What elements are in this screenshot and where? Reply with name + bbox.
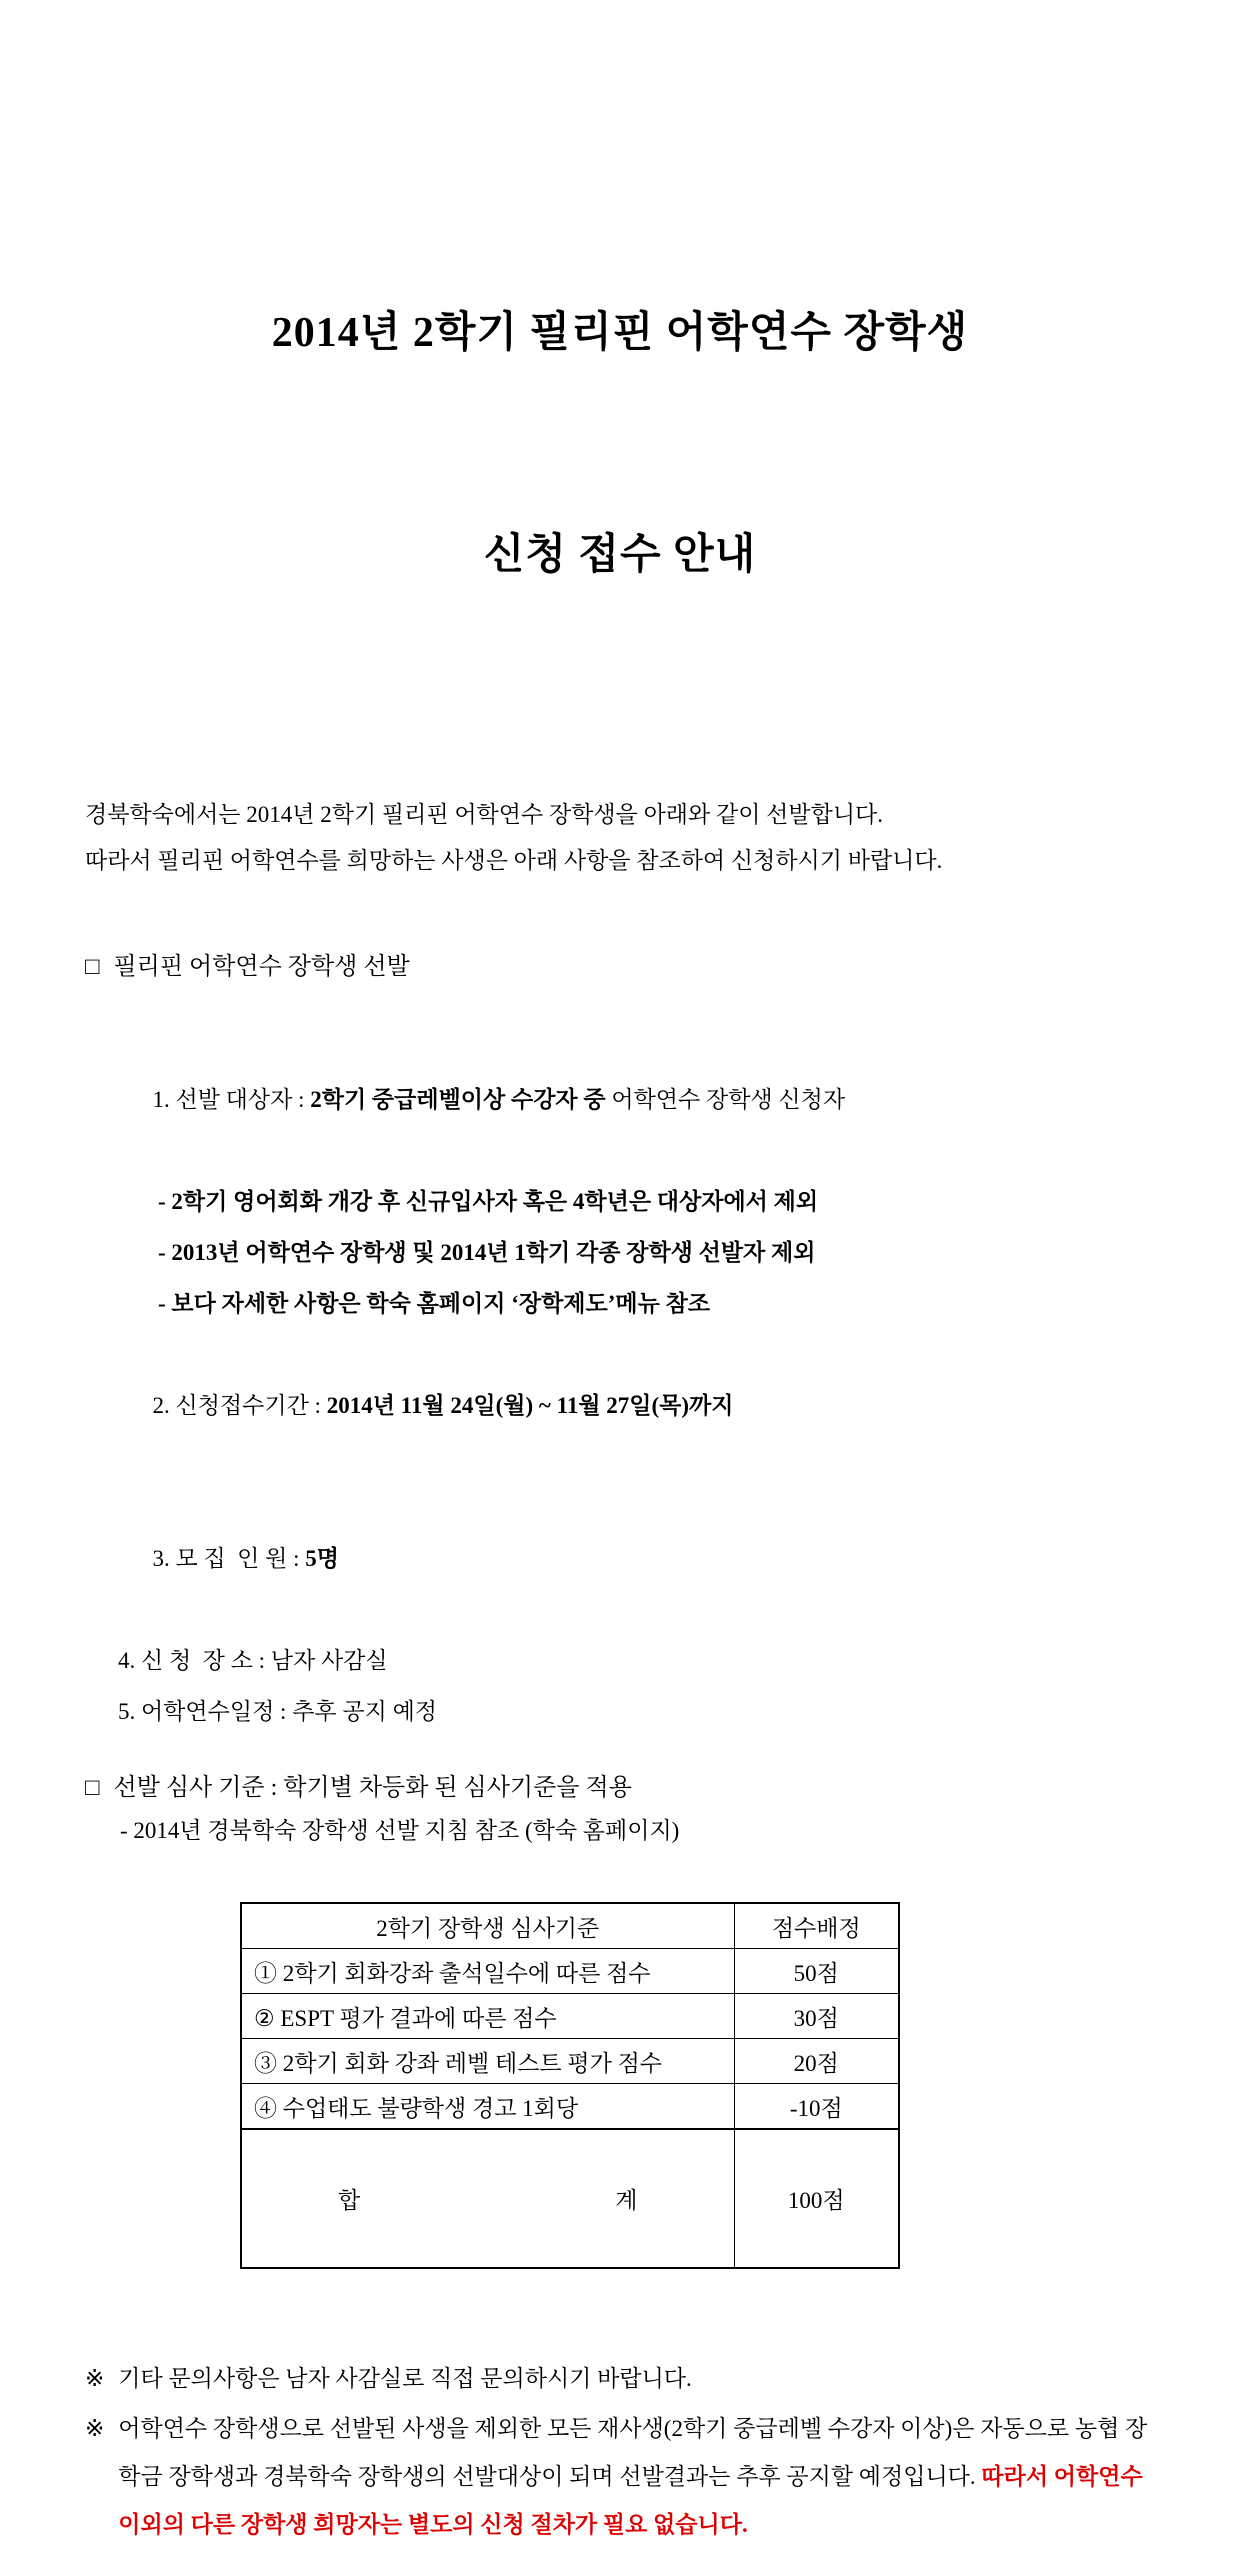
total-label-cell [241,2129,734,2268]
footnote-2-text [118,2405,1155,2549]
criteria-cell: ③ 2학기 회화 강좌 레벨 테스트 평가 점수 [241,2039,734,2084]
total-label-right: 계 [615,2188,638,2213]
item1-prefix: 1. 선발 대상자 : [152,1087,311,1112]
footnote-1-text: 기타 문의사항은 남자 사감실로 직접 문의하시기 바랍니다. [118,2366,692,2391]
item2-prefix: 2. 신청접수기간 : [152,1393,327,1418]
item1-bold-text: 2학기 중급레벨이상 수강자 중 [310,1087,606,1112]
table-row [241,2084,899,2130]
item3-prefix: 3. 모 집 인 원 : [152,1546,306,1571]
section1-heading [85,946,1155,981]
points-cell: 50점 [734,1949,899,1994]
document-title-line1: 2014년 2학기 필리핀 어학연수 장학생 [271,310,969,356]
footnote-2-black: 어학연수 장학생으로 선발된 사생을 제외한 모든 재사생(2학기 중급레벨 수강자 이상)은 자동으로 농협 장학금 장학생과 경북학숙 장학생의 선발대상이 되며 선발결과는 추후 공지할 예정입니다. [118,2416,1148,2489]
total-points-cell: 100점 [734,2129,899,2268]
section2-heading [85,1767,1155,1802]
table-row [241,1949,899,1994]
list-item-4: 4. 신 청 장 소 : 남자 사감실 [118,1648,388,1673]
square-bullet-icon: □ [85,1775,100,1801]
document-title [85,148,1155,740]
list-item-1 [118,1023,1155,1176]
footnote-2 [85,2405,1155,2549]
section2-heading-text: 선발 심사 기준 : 학기별 차등화 된 심사기준을 적용 [113,1775,632,1801]
scoring-criteria-table [240,1902,900,2269]
list-item-1-sub2: - 2013년 어학연수 장학생 및 2014년 1학기 각종 장학생 선발자 제외 [158,1240,816,1265]
table-row [241,2039,899,2084]
reference-mark-icon: ※ [85,2366,105,2391]
points-cell: -10점 [734,2084,899,2130]
criteria-cell: ② ESPT 평가 결과에 따른 점수 [241,1994,734,2039]
item3-bold-text: 5명 [305,1546,339,1571]
intro-line1: 경북학숙에서는 2014년 2학기 필리핀 어학연수 장학생을 아래와 같이 선발합니다. [85,802,884,827]
list-item-1-sub1: - 2학기 영어회화 개강 후 신규입사자 혹은 4학년은 대상자에서 제외 [158,1189,819,1214]
selection-detail-list [118,1023,1155,1737]
list-item-1-sub3: - 보다 자세한 사항은 학숙 홈페이지 ‘장학제도’메뉴 참조 [158,1291,711,1316]
reference-mark-icon: ※ [85,2416,105,2441]
document-title-line2: 신청 접수 안내 [483,532,757,578]
table-header-row [241,1903,899,1949]
table-row [241,1994,899,2039]
item2-bold-text: 2014년 11월 24일(월) ~ 11월 27일(목)까지 [326,1393,734,1418]
list-item-3 [118,1482,1155,1635]
square-bullet-icon: □ [85,954,100,980]
section2-subline: - 2014년 경북학숙 장학생 선발 지침 참조 (학숙 홈페이지) [120,1818,680,1843]
section1-heading-text: 필리핀 어학연수 장학생 선발 [113,954,410,980]
intro-paragraph [85,792,1155,884]
total-label-left: 합 [338,2188,361,2213]
footnote-2-red-emphasis: 따라서 어학연수 이외의 다른 장학생 희망자는 별도의 신청 절차가 필요 없습니다. [118,2464,1149,2537]
footnote-1 [85,2355,1155,2403]
list-item-2 [118,1329,1155,1482]
notice-document [0,148,1240,2549]
list-item-5: 5. 어학연수일정 : 추후 공지 예정 [118,1699,438,1724]
footnotes [85,2355,1155,2549]
table-total-row [241,2129,899,2268]
points-cell: 20점 [734,2039,899,2084]
header-criteria: 2학기 장학생 심사기준 [241,1903,734,1949]
criteria-cell: ① 2학기 회화강좌 출석일수에 따른 점수 [241,1949,734,1994]
criteria-cell: ④ 수업태도 불량학생 경고 1회당 [241,2084,734,2130]
points-cell: 30점 [734,1994,899,2039]
item1-suffix: 어학연수 장학생 신청자 [605,1087,846,1112]
intro-line2: 따라서 필리핀 어학연수를 희망하는 사생은 아래 사항을 참조하여 신청하시기 바랍니다. [85,848,943,873]
header-points: 점수배정 [734,1903,899,1949]
